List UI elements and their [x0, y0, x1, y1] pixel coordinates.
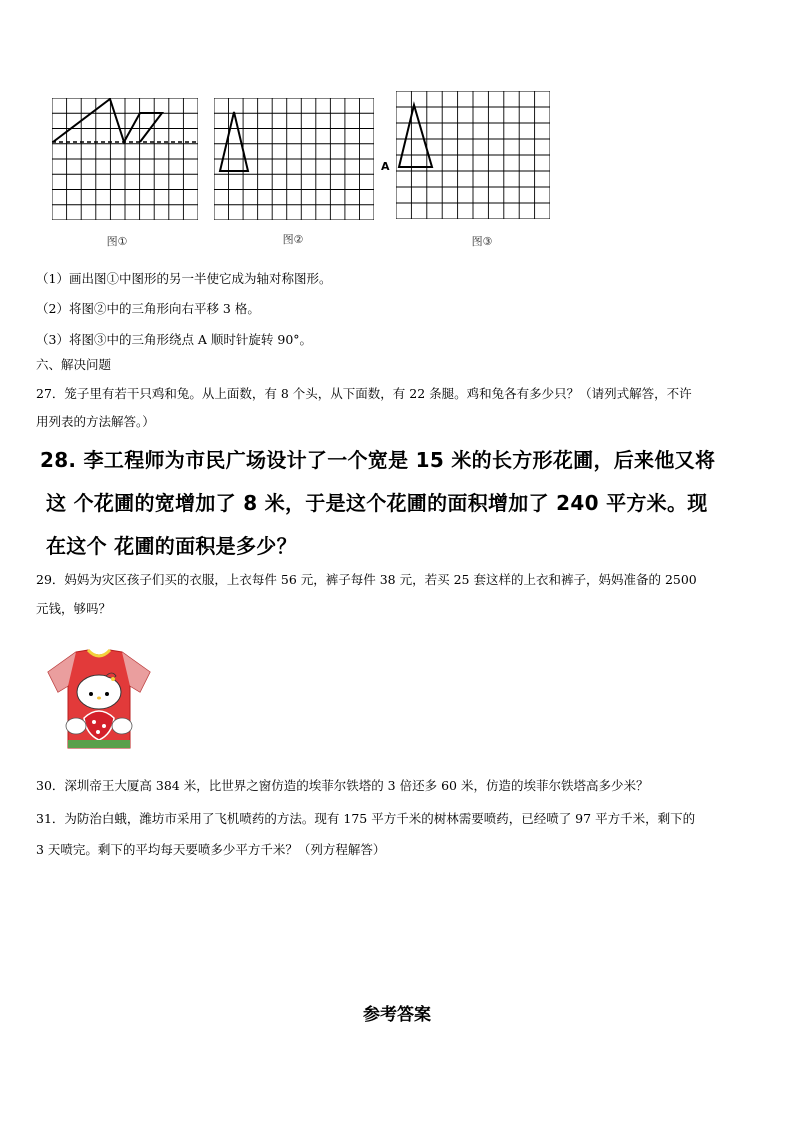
figure-2-label: 图② [282, 233, 304, 246]
question-31-line-2: 3 天喷完。剩下的平均每天要喷多少平方千米？（列方程解答） [36, 842, 386, 857]
figure-3-grid [396, 91, 550, 219]
question-29-line-1: 29．妈妈为灾区孩子们买的衣服，上衣每件 56 元，裤子每件 38 元，若买 25 套这样的上衣和裤子，妈妈准备的 2500 [36, 572, 697, 587]
task-2: （2）将图②中的三角形向右平移 3 格。 [36, 301, 260, 316]
question-31-line-1: 31．为防治白蛾，潍坊市采用了飞机喷药的方法。现有 175 平方千米的树林需要喷药，已经喷了 97 平方千米，剩下的 [36, 811, 696, 826]
figure-1-grid [52, 98, 198, 220]
tshirt-image [46, 648, 152, 752]
question-28-line-1: 28. 李工程师为市民广场设计了一个宽是 15 米的长方形花圃，后来他又将 [40, 448, 716, 472]
answer-heading: 参考答案 [363, 1005, 431, 1025]
task-1: （1）画出图①中图形的另一半使它成为轴对称图形。 [36, 271, 332, 286]
figure-1-half-shape [53, 99, 162, 142]
question-28-line-3: 在这个 花圃的面积是多少？ [46, 534, 297, 558]
question-28-line-2: 这 个花圃的宽增加了 8 米，于是这个花圃的面积增加了 240 平方米。现 [46, 491, 708, 515]
figure-2-grid [214, 98, 374, 220]
question-27-line-2: 用列表的方法解答。） [36, 414, 155, 429]
figure-3-label: 图③ [471, 235, 493, 248]
figure-2-triangle [220, 112, 248, 171]
section-title: 六、解决问题 [36, 357, 112, 372]
question-29-line-2: 元钱，够吗？ [36, 601, 112, 616]
question-27-line-1: 27．笼子里有若干只鸡和兔。从上面数，有 8 个头，从下面数，有 22 条腿。鸡和兔各有多少只？（请列式解答，不许 [36, 386, 692, 401]
question-30: 30．深圳帝王大厦高 384 米，比世界之窗仿造的埃菲尔铁塔的 3 倍还多 60 米，仿造的埃菲尔铁塔高多少米？ [36, 778, 649, 793]
task-3: （3）将图③中的三角形绕点 A 顺时针旋转 90°。 [36, 332, 313, 347]
figure-1-label: 图① [106, 235, 128, 248]
point-a-label: A [381, 160, 390, 173]
